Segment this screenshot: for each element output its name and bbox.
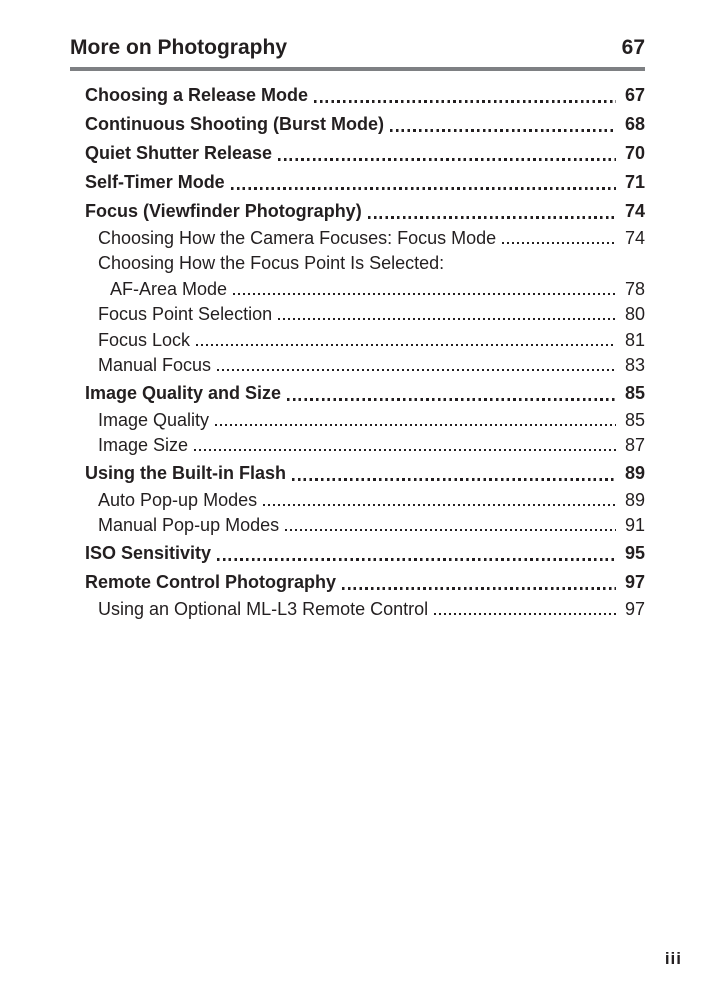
dot-leader [217,369,616,371]
toc-entry-page-number: 89 [624,462,645,483]
toc-entry-label: Choosing How the Camera Focuses: Focus Mode [98,227,497,248]
toc-entry-label: Manual Focus [98,355,212,376]
dot-leader [287,398,616,401]
toc-entry-label: Quiet Shutter Release [85,142,273,163]
toc-entry-page-number: 85 [624,382,645,403]
toc-entry-page-number: 87 [624,435,645,456]
toc-entry [85,302,645,328]
toc-entry [85,327,645,353]
toc-entry-label: Remote Control Photography [85,571,336,592]
toc-entry-page-number: 71 [624,171,645,192]
dot-leader [278,318,616,320]
toc-entry [85,251,645,277]
toc-entry-page-number: 83 [624,355,645,376]
toc-entry-page-number: 97 [624,598,645,619]
toc-entry-page-number: 81 [624,329,645,350]
toc-entry-page-number: 91 [624,515,645,536]
toc-entry-label: Image Quality and Size [85,382,282,403]
dot-leader [278,158,616,161]
dot-leader [196,344,616,346]
header-rule [70,67,645,71]
toc-entry-page-number: 97 [624,571,645,592]
toc-entry [85,225,645,251]
dot-leader [285,529,616,531]
dot-leader [231,187,616,190]
toc-entry-label: Choosing How the Focus Point Is Selected: [98,253,445,274]
dot-leader [342,587,616,590]
toc-entry-page-number: 70 [624,142,645,163]
toc-entry-label: Continuous Shooting (Burst Mode) [85,113,384,134]
toc-entry-label: Image Size [98,435,189,456]
toc-entry [85,138,645,167]
toc-entry-page-number: 95 [624,542,645,563]
dot-leader [434,613,616,615]
toc-entry [85,353,645,379]
toc-entry [85,109,645,138]
dot-leader [292,478,616,481]
dot-leader [502,242,616,244]
toc-entry [85,378,645,407]
chapter-start-page-number: 67 [621,36,645,59]
toc-entry-page-number: 80 [624,304,645,325]
folio-roman-numeral: iii [664,949,682,968]
toc-entry [85,433,645,459]
toc-entry-label: ISO Sensitivity [85,542,212,563]
toc-entry-label: Focus (Viewfinder Photography) [85,200,362,221]
dot-leader [314,100,616,103]
toc-entry-label: Choosing a Release Mode [85,84,309,105]
toc-entry-label: Self-Timer Mode [85,171,225,192]
toc-entry-label: Focus Point Selection [98,304,273,325]
table-of-contents [85,80,645,622]
dot-leader [215,424,616,426]
toc-entry-page-number: 74 [624,200,645,221]
page-footer [665,949,682,969]
toc-entry-label: Manual Pop-up Modes [98,515,280,536]
toc-entry-page-number: 89 [624,489,645,510]
toc-entry-label: Auto Pop-up Modes [98,489,258,510]
toc-entry [85,196,645,225]
toc-entry [85,487,645,513]
dot-leader [217,558,616,561]
toc-entry [85,167,645,196]
toc-entry-label: Using the Built-in Flash [85,462,286,483]
toc-entry-label: Using an Optional ML-L3 Remote Control [98,598,429,619]
dot-leader [368,216,616,219]
toc-entry-page-number: 68 [624,113,645,134]
toc-entry-page-number: 85 [624,409,645,430]
chapter-title: More on Photography [70,36,287,59]
dot-leader [263,504,616,506]
dot-leader [390,129,616,132]
toc-entry-page-number: 74 [624,227,645,248]
toc-entry-page-number: 67 [624,84,645,105]
toc-entry [85,80,645,109]
toc-entry-page-number: 78 [624,278,645,299]
chapter-header [70,36,645,60]
toc-entry [85,513,645,539]
toc-entry [85,407,645,433]
toc-entry [85,596,645,622]
toc-entry-label: Focus Lock [98,329,191,350]
dot-leader [194,449,616,451]
toc-entry [85,458,645,487]
dot-leader [233,293,616,295]
toc-entry [85,538,645,567]
toc-entry [85,567,645,596]
toc-entry-label: AF-Area Mode [110,278,228,299]
toc-entry [85,276,645,302]
toc-entry-label: Image Quality [98,409,210,430]
